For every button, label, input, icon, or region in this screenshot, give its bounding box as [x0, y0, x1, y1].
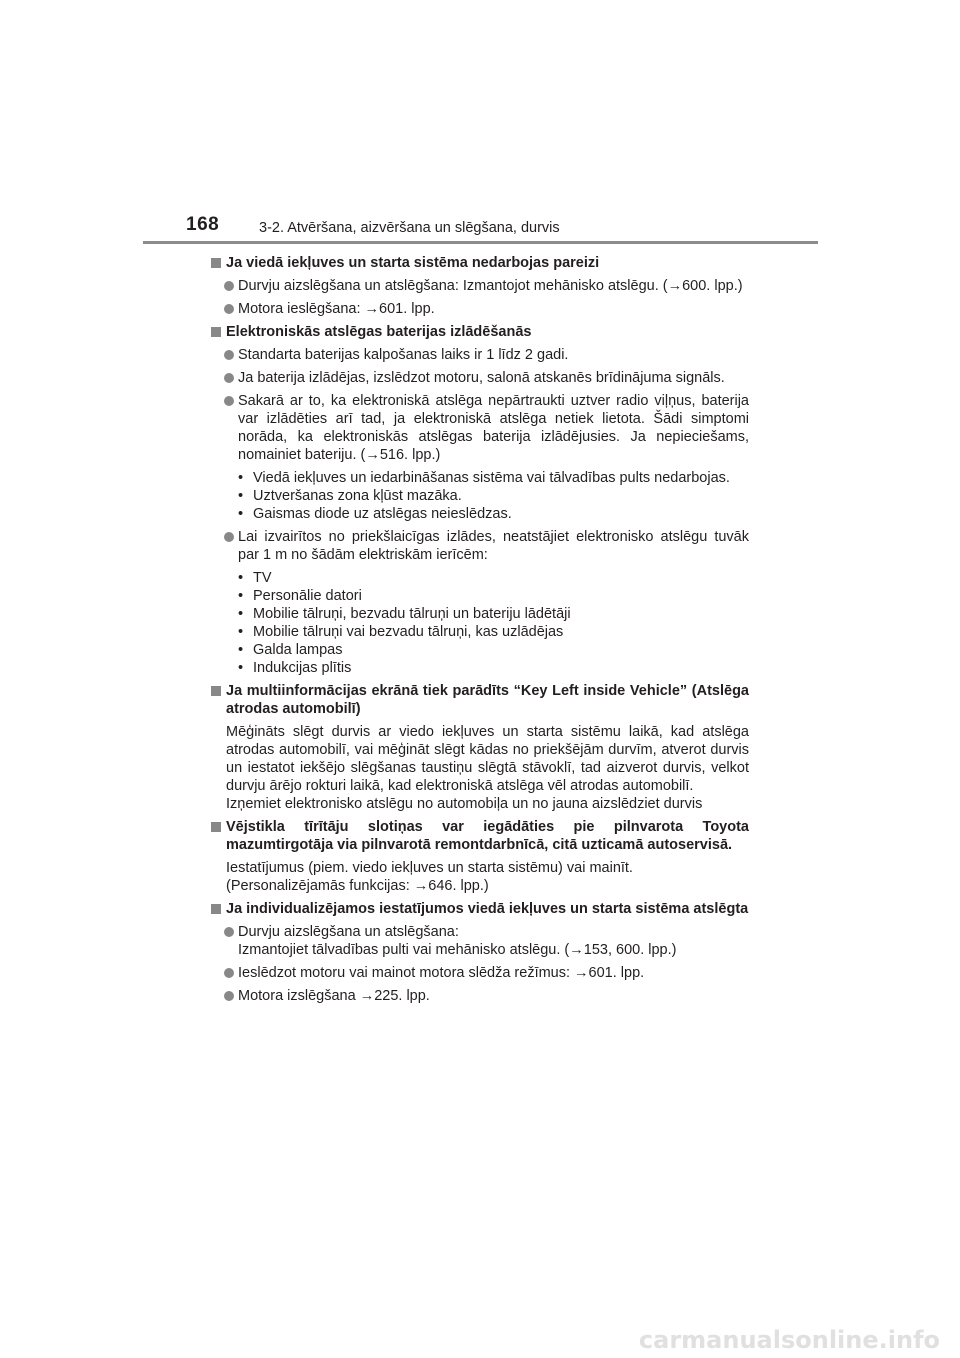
bullet-text: Durvju aizslēgšana un atslēgšana: Izmantojot mehānisko atslēgu. (→600. lpp.) — [238, 278, 743, 294]
bullet-item — [210, 369, 749, 387]
sub-list-item — [238, 469, 749, 487]
sub-list-item — [238, 505, 749, 523]
page-header — [0, 0, 960, 250]
bullet-text: Ja baterija izlādējas, izslēdzot motoru, salonā atskanēs brīdinājuma signāls. — [238, 370, 725, 386]
sub-list-text: Gaismas diode uz atslēgas neieslēdzas. — [253, 506, 512, 522]
dot-icon: • — [238, 588, 244, 604]
bullet-item — [210, 923, 749, 959]
dot-icon: • — [238, 506, 244, 522]
circle-bullet-icon — [224, 304, 234, 314]
section-heading — [210, 323, 749, 341]
sub-list-item — [238, 605, 749, 623]
circle-bullet-icon — [224, 968, 234, 978]
sub-list-text: Galda lampas — [253, 642, 343, 658]
sub-list-item — [238, 641, 749, 659]
dot-icon: • — [238, 624, 244, 640]
page-content — [210, 254, 749, 1010]
circle-bullet-icon — [224, 532, 234, 542]
header-divider — [143, 241, 818, 244]
sub-list-item — [238, 487, 749, 505]
bullet-item — [210, 392, 749, 464]
bullet-item — [210, 987, 749, 1005]
heading-text: Ja viedā iekļuves un starta sistēma nedarbojas pareizi — [226, 255, 600, 271]
bullet-item — [210, 277, 749, 295]
bullet-text: Sakarā ar to, ka elektroniskā atslēga nepārtraukti uztver radio viļņus, baterija var izlādēties arī tad, ja elektroniskā atslēga netiek lietota. Šādi simptomi norāda, ka elektroniskās atslēgas baterija izlādējusies. Ja nepieciešams, nomainiet bateriju. (→516. lpp.) — [238, 393, 749, 463]
dot-icon: • — [238, 488, 244, 504]
circle-bullet-icon — [224, 350, 234, 360]
sub-list-text: Mobilie tālruņi vai bezvadu tālruņi, kas uzlādējas — [253, 624, 564, 640]
dot-icon: • — [238, 470, 244, 486]
sub-list-text: Uztveršanas zona kļūst mazāka. — [253, 488, 462, 504]
sub-list-text: Viedā iekļuves un iedarbināšanas sistēma vai tālvadības pults nedarbojas. — [253, 470, 730, 486]
section-heading — [210, 682, 749, 718]
section-title: 3-2. Atvēršana, aizvēršana un slēgšana, durvis — [259, 220, 560, 236]
paragraph-text: Mēģināts slēgt durvis ar viedo iekļuves un starta sistēmu laikā, kad atslēga atrodas automobilī, vai mēģināt slēgt kādas no priekšējām durvīm, atverot durvis un iestatot iekšējo slēgšanas taustiņu slēgtā stāvoklī, tad aizverot durvis, velkot durvju ārējo rokturi laikā, kad elektroniskā atslēga vēl atrodas automobilī. — [226, 724, 749, 794]
sub-list-text: Indukcijas plītis — [253, 660, 352, 676]
square-bullet-icon — [211, 258, 221, 268]
sub-list-item — [238, 569, 749, 587]
section-heading — [210, 818, 749, 854]
heading-text: Ja individualizējamos iestatījumos viedā iekļuves un starta sistēma atslēgta — [226, 901, 749, 917]
heading-text: Elektroniskās atslēgas baterijas izlādēšanās — [226, 324, 532, 340]
bullet-text: Lai izvairītos no priekšlaicīgas izlādes, neatstājiet elektronisko atslēgu tuvāk par 1 m no šādām elektriskām ierīcēm: — [238, 529, 749, 563]
circle-bullet-icon — [224, 281, 234, 291]
square-bullet-icon — [211, 822, 221, 832]
watermark: carmanualsonline.info — [638, 1326, 940, 1354]
paragraph-text: Izņemiet elektronisko atslēgu no automobiļa un no jauna aizslēdziet durvis — [226, 796, 703, 812]
bullet-text: Izmantojiet tālvadības pulti vai mehānisko atslēgu. (→153, 600. lpp.) — [238, 942, 677, 958]
dot-icon: • — [238, 660, 244, 676]
circle-bullet-icon — [224, 373, 234, 383]
page-number: 168 — [186, 214, 220, 235]
circle-bullet-icon — [224, 396, 234, 406]
section-heading — [210, 254, 749, 272]
bullet-item — [210, 964, 749, 982]
sub-list — [210, 469, 749, 523]
circle-bullet-icon — [224, 927, 234, 937]
bullet-text: Motora ieslēgšana: →601. lpp. — [238, 301, 435, 317]
bullet-item — [210, 300, 749, 318]
sub-list-item — [238, 659, 749, 677]
paragraph-text: Iestatījumus (piem. viedo iekļuves un starta sistēmu) vai mainīt. — [226, 860, 633, 876]
heading-text: Ja multiinformācijas ekrānā tiek parādīts “Key Left inside Vehicle” (Atslēga atrodas automobilī) — [226, 683, 749, 717]
circle-bullet-icon — [224, 991, 234, 1001]
square-bullet-icon — [211, 327, 221, 337]
sub-list-text: TV — [253, 570, 272, 586]
sub-list — [210, 569, 749, 677]
bullet-text: Durvju aizslēgšana un atslēgšana: — [238, 924, 459, 940]
sub-list-item — [238, 587, 749, 605]
heading-text: Vējstikla tīrītāju slotiņas var iegādāties pie pilnvarota Toyota mazumtirgotāja via pilnvarotā remontdarbnīcā, citā uzticamā autoservisā. — [226, 819, 749, 853]
section-heading — [210, 900, 749, 918]
dot-icon: • — [238, 606, 244, 622]
bullet-item — [210, 528, 749, 564]
sub-list-text: Personālie datori — [253, 588, 362, 604]
bullet-text: Ieslēdzot motoru vai mainot motora slēdža režīmus: →601. lpp. — [238, 965, 645, 981]
paragraph — [210, 723, 749, 813]
bullet-text: Motora izslēgšana →225. lpp. — [238, 988, 430, 1004]
bullet-text: Standarta baterijas kalpošanas laiks ir 1 līdz 2 gadi. — [238, 347, 569, 363]
paragraph — [210, 859, 749, 895]
square-bullet-icon — [211, 904, 221, 914]
dot-icon: • — [238, 642, 244, 658]
sub-list-item — [238, 623, 749, 641]
square-bullet-icon — [211, 686, 221, 696]
paragraph-text: (Personalizējamās funkcijas: →646. lpp.) — [226, 878, 489, 894]
dot-icon: • — [238, 570, 244, 586]
bullet-item — [210, 346, 749, 364]
sub-list-text: Mobilie tālruņi, bezvadu tālruņi un bateriju lādētāji — [253, 606, 571, 622]
